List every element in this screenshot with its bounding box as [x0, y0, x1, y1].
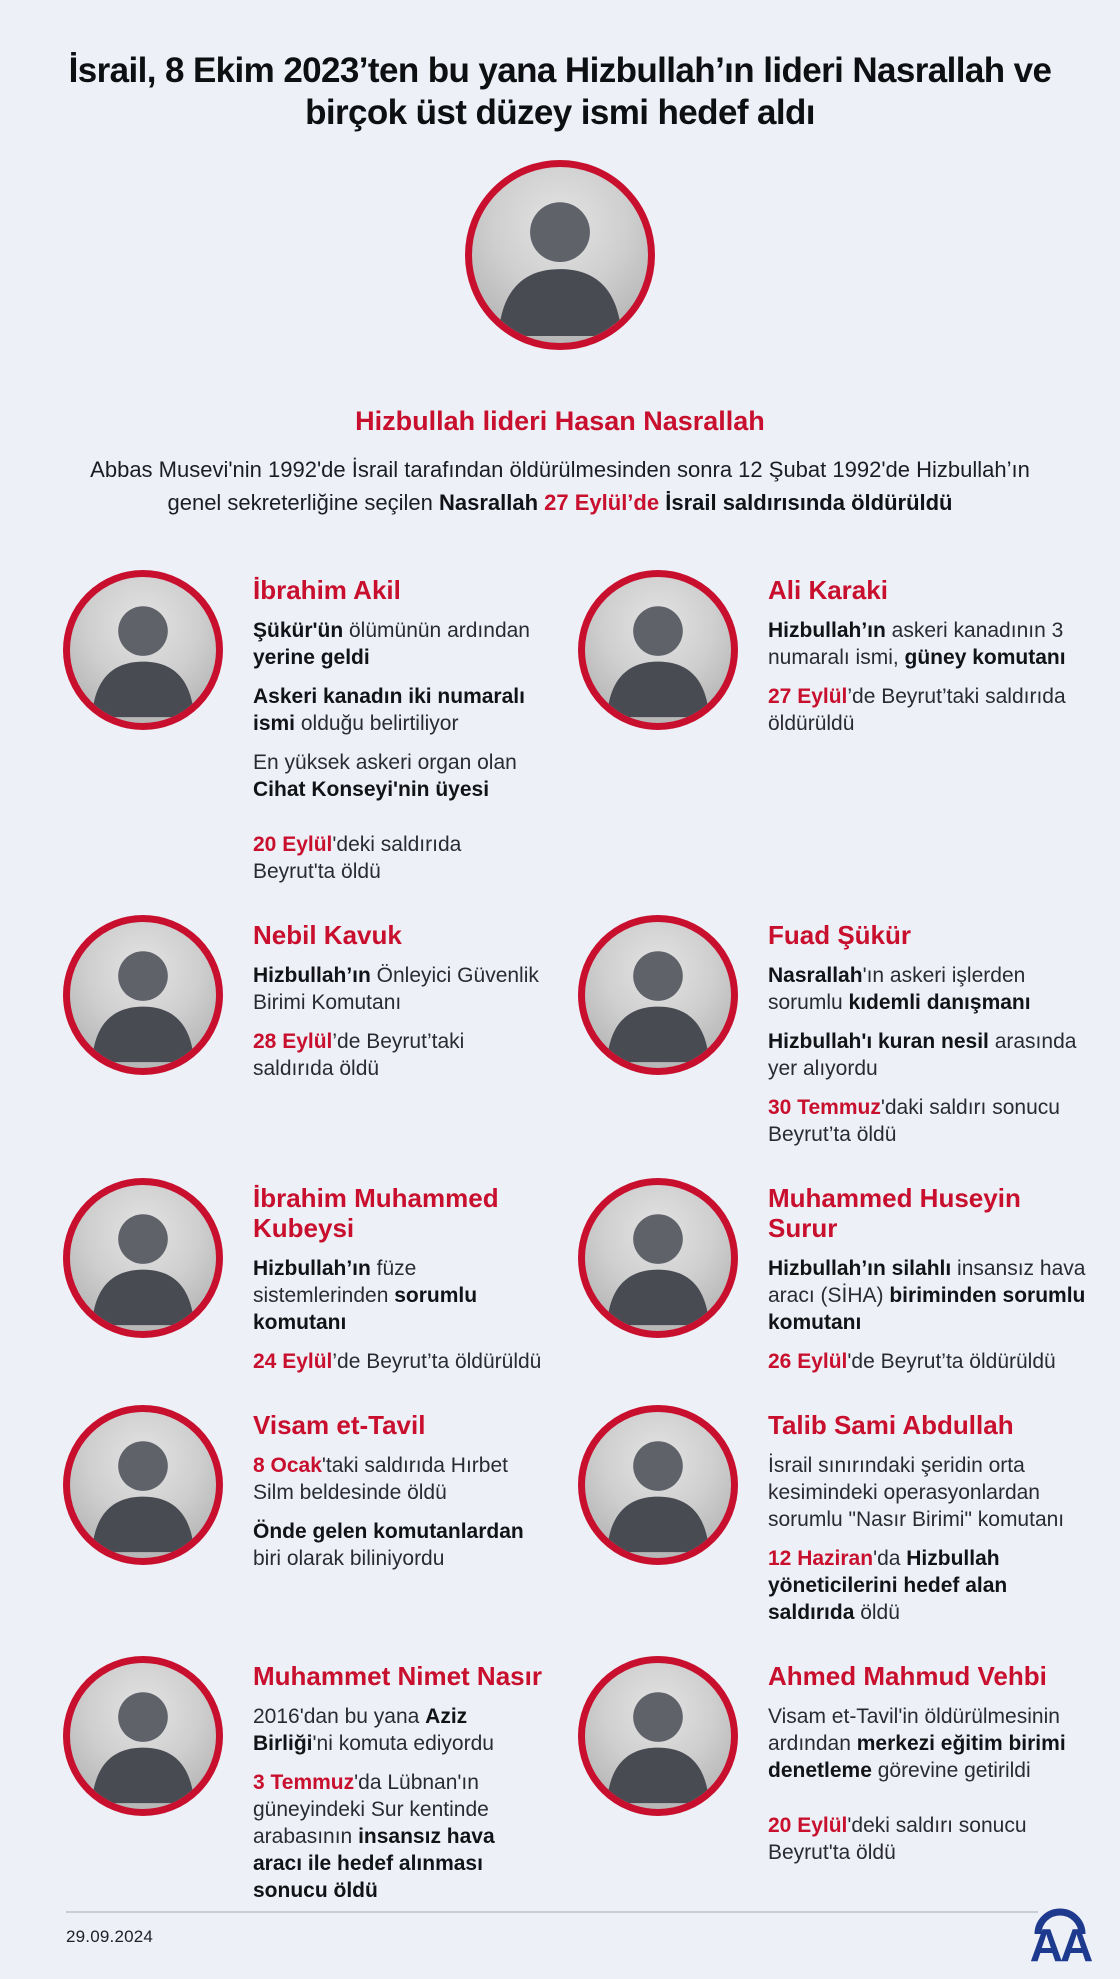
profile-paragraphs — [253, 1452, 549, 1572]
text-segment: Askeri kanadın iki numaralı ismi — [253, 685, 525, 735]
profile-paragraph — [768, 1094, 1092, 1148]
profile-name: İbrahim Muhammed Kubeysi — [253, 1183, 499, 1243]
text-segment: 3 Temmuz — [253, 1771, 355, 1794]
footer-divider — [66, 1911, 1038, 1913]
profile-photo — [578, 570, 738, 730]
text-segment: askeri kanadının 3 numaralı ismi, — [768, 619, 1064, 669]
page-title: İsrail, 8 Ekim 2023’ten bu yana Hizbullah’ın lideri Nasrallah ve birçok üst düzey ismi hedef aldı — [68, 51, 1052, 132]
profile-paragraph — [253, 749, 549, 803]
profile-paragraphs — [253, 962, 549, 1082]
text-segment: öldü — [854, 1601, 900, 1624]
profile-card — [63, 1656, 578, 1904]
text-segment: kıdemli danışmanı — [848, 991, 1031, 1014]
profile-text — [768, 915, 1092, 1148]
anadolu-agency-logo — [1028, 1887, 1092, 1967]
text-segment: İsrail saldırısında öldürüldü — [665, 490, 953, 515]
profile-paragraph — [253, 617, 549, 671]
profile-paragraph — [768, 1812, 1092, 1866]
text-segment: 'de Beyrut’ta öldürüldü — [847, 1350, 1056, 1373]
profile-text — [253, 1405, 549, 1572]
profile-paragraphs — [768, 1255, 1092, 1375]
text-segment: 'da Lübnan'ın güneyindeki Sur kentinde arabasının — [253, 1771, 489, 1848]
text-segment: 'deki saldırıda Beyrut'ta öldü — [253, 833, 462, 883]
person-silhouette-icon — [70, 577, 216, 723]
profile-name: Ali Karaki — [768, 575, 888, 605]
text-segment: 'ni komuta ediyordu — [312, 1732, 494, 1755]
profile-photo — [63, 1405, 223, 1565]
profile-photo — [63, 915, 223, 1075]
text-segment: biri olarak biliniyordu — [253, 1547, 445, 1570]
profile-text — [253, 1178, 549, 1375]
profile-photo — [578, 1656, 738, 1816]
profile-paragraph — [768, 1348, 1092, 1375]
profile-text — [253, 570, 549, 885]
profile-card — [578, 1178, 1092, 1375]
text-segment: ’de Beyrut’taki saldırıda öldürüldü — [768, 685, 1066, 735]
profile-card — [63, 1405, 578, 1626]
text-segment: Cihat Konseyi'nin üyesi — [253, 778, 490, 801]
profile-name: İbrahim Akil — [253, 575, 401, 605]
profile-card — [578, 570, 1092, 885]
text-segment: ’de Beyrut’taki saldırıda öldü — [253, 1030, 465, 1080]
profile-name: Muhammed Huseyin Surur — [768, 1183, 1021, 1243]
profile-paragraphs — [253, 1255, 549, 1375]
text-segment: yerine geldi — [253, 646, 370, 669]
text-segment: 30 Temmuz — [768, 1096, 881, 1119]
profile-card — [578, 915, 1092, 1148]
profile-paragraph — [768, 617, 1092, 671]
profile-photo — [63, 570, 223, 730]
profile-name: Nebil Kavuk — [253, 920, 402, 950]
text-segment: 20 Eylül — [768, 1814, 848, 1837]
profile-photo — [63, 1656, 223, 1816]
profile-photo — [578, 1405, 738, 1565]
text-segment: Hizbullah yöneticilerini hedef alan saldırıda — [768, 1547, 1008, 1624]
text-segment: 'da — [873, 1547, 907, 1570]
text-segment: 28 Eylül — [253, 1030, 333, 1053]
text-segment: 12 Haziran — [768, 1547, 874, 1570]
text-segment: biriminden sorumlu komutanı — [768, 1284, 1086, 1334]
profile-paragraph — [253, 831, 549, 885]
profile-paragraphs — [768, 1452, 1092, 1626]
person-silhouette-icon — [472, 167, 648, 343]
person-silhouette-icon — [585, 1412, 731, 1558]
text-segment: Önleyici Güvenlik Birimi Komutanı — [253, 964, 539, 1014]
text-segment: arasında yer alıyordu — [768, 1030, 1077, 1080]
profile-text — [768, 1656, 1092, 1866]
profile-photo — [63, 1178, 223, 1338]
profile-paragraph — [253, 1518, 549, 1572]
text-segment: görevine getirildi — [871, 1759, 1031, 1782]
text-segment: Nasrallah — [438, 490, 545, 515]
text-segment: 'taki saldırıda Hırbet Silm beldesinde öldü — [253, 1454, 508, 1504]
aa-logo-text: AA — [1029, 1919, 1091, 1967]
profile-name: Muhammet Nimet Nasır — [253, 1661, 542, 1691]
text-segment: Hizbullah’ın silahlı — [768, 1257, 952, 1280]
profile-name: Fuad Şükür — [768, 920, 912, 950]
profile-text — [253, 915, 549, 1082]
text-segment: En yüksek askeri organ olan — [253, 751, 517, 774]
text-segment: merkezi eğitim birimi denetleme — [768, 1732, 1066, 1782]
text-segment: Nasrallah — [768, 964, 863, 987]
person-silhouette-icon — [70, 1412, 216, 1558]
profile-text — [768, 1405, 1092, 1626]
text-segment: Önde gelen komutanlardan — [253, 1520, 524, 1543]
profile-paragraphs — [768, 962, 1092, 1148]
publish-date: 29.09.2024 — [66, 1927, 154, 1946]
profile-card — [63, 570, 578, 885]
person-silhouette-icon — [70, 922, 216, 1068]
profile-paragraph — [768, 1028, 1092, 1082]
text-segment: insansız hava aracı ile hedef alınması sonucu öldü — [253, 1825, 495, 1902]
profile-paragraph — [768, 1452, 1092, 1533]
profile-paragraph — [768, 1545, 1092, 1626]
leader-description — [90, 453, 1030, 519]
profile-text — [768, 570, 1092, 737]
person-silhouette-icon — [585, 1663, 731, 1809]
leader-photo — [465, 160, 655, 350]
profiles-grid — [0, 570, 1120, 1904]
profile-paragraph — [253, 1769, 549, 1904]
text-segment: 26 Eylül — [768, 1350, 848, 1373]
profile-paragraph — [768, 1255, 1092, 1336]
profile-name: Talib Sami Abdullah — [768, 1410, 1014, 1440]
text-segment: Abbas Musevi'nin 1992'de İsrail tarafından öldürülmesinden sonra 12 Şubat 1992'de Hizbullah’ın genel sekreterliğine seçilen — [90, 457, 1030, 515]
text-segment: 27 Eylül’de — [544, 490, 666, 515]
profile-photo — [578, 915, 738, 1075]
profile-card — [63, 915, 578, 1148]
text-segment: olduğu belirtiliyor — [295, 712, 459, 735]
profile-paragraphs — [768, 617, 1092, 737]
person-silhouette-icon — [70, 1663, 216, 1809]
person-silhouette-icon — [585, 1185, 731, 1331]
text-segment: Hizbullah’ın — [768, 619, 886, 642]
text-segment: ölümünün ardından — [343, 619, 530, 642]
text-segment: Aziz Birliği — [253, 1705, 468, 1755]
profile-card — [578, 1656, 1092, 1904]
text-segment: 20 Eylül — [253, 833, 333, 856]
profile-card — [63, 1178, 578, 1375]
text-segment: Hizbullah’ın — [253, 964, 371, 987]
profile-paragraphs — [768, 1703, 1092, 1866]
profile-paragraph — [253, 1703, 549, 1757]
person-silhouette-icon — [585, 922, 731, 1068]
profile-paragraph — [253, 1255, 549, 1336]
text-segment: 8 Ocak — [253, 1454, 322, 1477]
profile-paragraph — [768, 962, 1092, 1016]
leader-name: Hizbullah lideri Hasan Nasrallah — [355, 406, 765, 436]
profile-text — [253, 1656, 549, 1904]
text-segment: Visam et-Tavil'in öldürülmesinin ardından — [768, 1705, 1060, 1755]
text-segment: Hizbullah'ı kuran nesil — [768, 1030, 989, 1053]
text-segment: 27 Eylül — [768, 685, 848, 708]
person-silhouette-icon — [70, 1185, 216, 1331]
text-segment: füze sistemlerinden — [253, 1257, 417, 1307]
text-segment: 2016'dan bu yana — [253, 1705, 426, 1728]
text-segment: 24 Eylül — [253, 1350, 333, 1373]
text-segment: İsrail sınırındaki şeridin orta kesimindeki operasyonlardan sorumlu "Nasır Birimi" komutanı — [768, 1454, 1065, 1531]
profile-name: Ahmed Mahmud Vehbi — [768, 1661, 1047, 1691]
profile-card — [578, 1405, 1092, 1626]
person-silhouette-icon — [585, 577, 731, 723]
profile-text — [768, 1178, 1092, 1375]
profile-paragraph — [768, 683, 1092, 737]
text-segment: 'deki saldırı sonucu Beyrut'ta öldü — [768, 1814, 1027, 1864]
profile-paragraph — [768, 1703, 1092, 1784]
text-segment: Hizbullah’ın — [253, 1257, 371, 1280]
profile-paragraph — [253, 1348, 549, 1375]
profile-paragraph — [253, 683, 549, 737]
profile-paragraphs — [253, 617, 549, 885]
profile-photo — [578, 1178, 738, 1338]
text-segment: güney komutanı — [904, 646, 1066, 669]
profile-paragraph — [253, 1452, 549, 1506]
profile-paragraphs — [253, 1703, 549, 1904]
text-segment: Şükür'ün — [253, 619, 344, 642]
text-segment: insansız hava aracı (SİHA) — [768, 1257, 1086, 1307]
text-segment: ’de Beyrut’ta öldürüldü — [332, 1350, 542, 1373]
profile-name: Visam et-Tavil — [253, 1410, 426, 1440]
text-segment: 'daki saldırı sonucu Beyrut’ta öldü — [768, 1096, 1060, 1146]
text-segment: sorumlu komutanı — [253, 1284, 478, 1334]
profile-paragraph — [253, 962, 549, 1016]
profile-paragraph — [253, 1028, 549, 1082]
text-segment: 'ın askeri işlerden sorumlu — [768, 964, 1026, 1014]
